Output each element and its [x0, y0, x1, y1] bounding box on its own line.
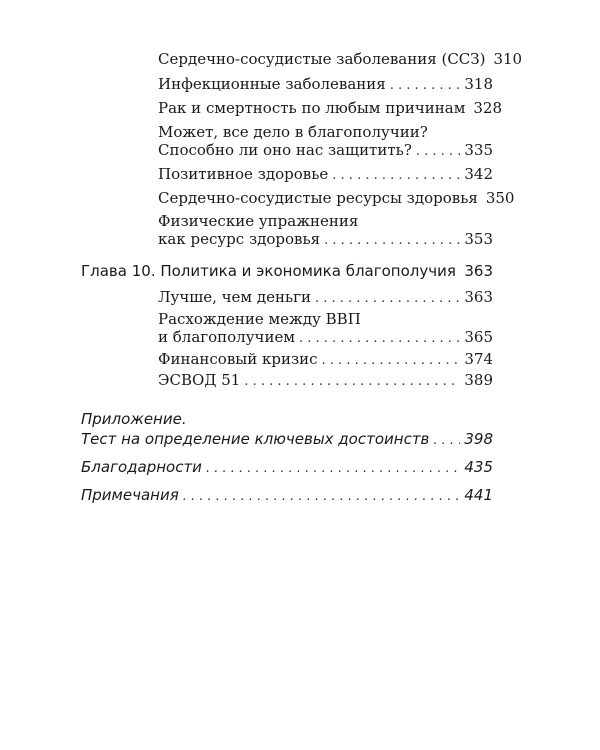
leader-dots	[433, 428, 460, 452]
toc-entry-page: 318	[464, 75, 493, 93]
toc-entry	[158, 73, 493, 95]
leader-dots	[299, 326, 460, 350]
toc-entry-title: и благополучием	[158, 328, 295, 346]
leader-dots	[206, 456, 460, 480]
toc-entry-page: 374	[464, 350, 493, 368]
toc-entry	[158, 286, 493, 308]
leader-dots	[332, 163, 460, 187]
toc-entry-title: Лучше, чем деньги	[158, 288, 311, 306]
toc-entry-page: 365	[464, 328, 493, 346]
toc-entry-title: Позитивное здоровье	[158, 165, 329, 183]
toc-entry-title: Способно ли оно нас защитить?	[158, 141, 412, 159]
toc-entry	[158, 348, 493, 370]
toc-entry	[158, 369, 493, 391]
toc-entry-title: Физические упражнения	[158, 212, 359, 230]
notes-page: 441	[464, 486, 493, 504]
toc-entry	[158, 326, 493, 348]
chapter-page: 363	[464, 262, 493, 280]
appendix-line1	[81, 408, 493, 430]
chapter-title: Глава 10. Политика и экономика благополучия	[81, 262, 456, 280]
toc-entry	[158, 139, 493, 161]
appendix-entry	[81, 428, 493, 450]
appendix-page: 398	[464, 430, 493, 448]
appendix-title: Приложение.	[81, 410, 187, 428]
toc-entry-page: 353	[464, 230, 493, 248]
toc-entry-page: 363	[464, 288, 493, 306]
toc-entry	[158, 48, 523, 70]
toc-entry-page: 310	[493, 50, 523, 68]
toc-entry	[158, 97, 503, 119]
toc-entry-title: Может, все дело в благополучии?	[158, 123, 428, 141]
leader-dots	[324, 228, 460, 252]
leader-dots	[416, 139, 460, 163]
leader-dots	[390, 73, 461, 97]
notes-entry	[81, 484, 493, 506]
toc-entry-title: Финансовый кризис	[158, 350, 318, 368]
acknowledgements-title: Благодарности	[81, 458, 202, 476]
toc-entry-page: 389	[464, 371, 493, 389]
notes-title: Примечания	[81, 486, 179, 504]
acknowledgements-page: 435	[464, 458, 493, 476]
leader-dots	[244, 369, 460, 393]
toc-entry	[158, 228, 493, 250]
toc-entry-page: 328	[473, 99, 503, 117]
toc-entry-page: 335	[464, 141, 493, 159]
toc-entry-title: как ресурс здоровья	[158, 230, 321, 248]
toc-entry-title: Расхождение между ВВП	[158, 310, 361, 328]
toc-entry-title: Сердечно-сосудистые ресурсы здоровья	[158, 189, 478, 207]
leader-dots	[315, 286, 460, 310]
toc-entry-title: Инфекционные заболевания	[158, 75, 386, 93]
toc-entry-page: 350	[485, 189, 515, 207]
toc-entry	[158, 187, 515, 209]
toc-entry-page: 342	[464, 165, 493, 183]
toc-entry	[158, 163, 493, 185]
toc-entry-title: Рак и смертность по любым причинам	[158, 99, 466, 117]
leader-dots	[183, 484, 461, 508]
appendix-title: Тест на определение ключевых достоинств	[81, 430, 430, 448]
toc-entry-title: Сердечно-сосудистые заболевания (ССЗ)	[158, 50, 486, 68]
toc-entry-title: ЭСВОД 51	[158, 371, 241, 389]
chapter-heading	[81, 260, 493, 282]
acknowledgements-entry	[81, 456, 493, 478]
